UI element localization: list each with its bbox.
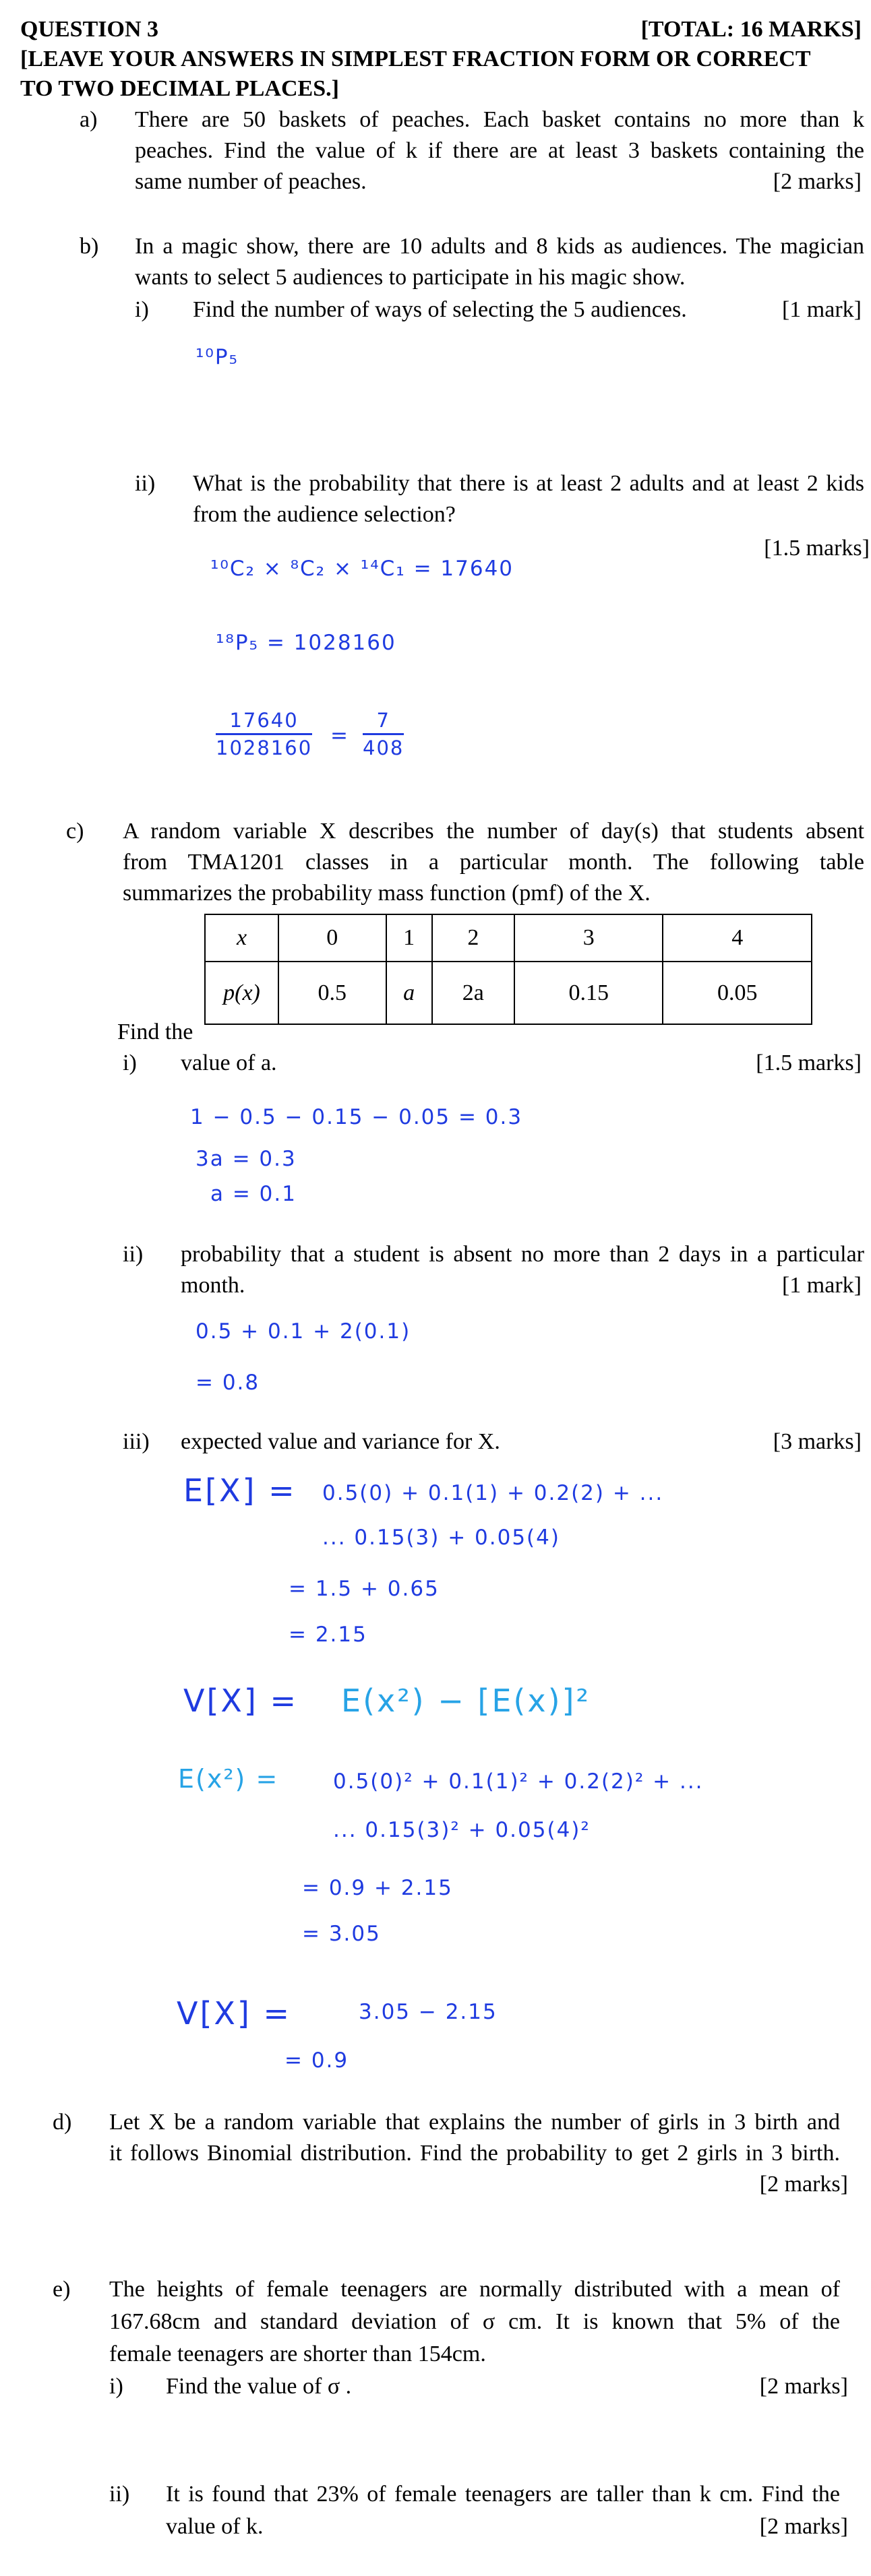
part-c-i-text: value of a. [181, 1050, 277, 1075]
expected-value-line-2: ... 0.15(3) + 0.05(4) [322, 1526, 560, 1550]
p-header-cell: p(x) [205, 962, 278, 1024]
part-c-i-marks: [1.5 marks] [756, 1050, 862, 1075]
second-moment-line-3: = 0.9 + 2.15 [302, 1876, 453, 1900]
part-b-ii-answer-fraction [363, 709, 404, 759]
part-b-label: b) [80, 234, 99, 259]
x-value-cell: 3 [514, 914, 663, 962]
answer-denominator: 408 [363, 736, 404, 759]
part-e-i-text: Find the value of σ . [166, 2374, 352, 2399]
second-moment-line-4: = 3.05 [302, 1922, 381, 1946]
part-e-ii-marks: [2 marks] [759, 2514, 848, 2539]
part-c-label: c) [66, 819, 84, 844]
part-b-ii-work-2: ¹⁸P₅ = 1028160 [216, 631, 396, 655]
part-c-ii-work-1: 0.5 + 0.1 + 2(0.1) [196, 1319, 411, 1344]
part-c-ii-line-2: month. [181, 1273, 245, 1298]
find-the: Find the [117, 1019, 193, 1044]
x-value-cell: 4 [663, 914, 812, 962]
part-b-ii-label: ii) [135, 471, 156, 496]
part-b-i-answer: ¹⁰P₅ [196, 345, 239, 369]
part-b-ii-line-1: What is the probability that there is at least 2 adults and at least 2 kids [193, 471, 864, 496]
second-moment-line-2: ... 0.15(3)² + 0.05(4)² [333, 1818, 591, 1842]
expected-value-line-3: = 1.5 + 0.65 [289, 1577, 440, 1601]
part-b-ii-equals: = [330, 724, 349, 748]
part-c-ii-label: ii) [123, 1242, 144, 1267]
part-b-ii-line-2: from the audience selection? [193, 502, 456, 527]
part-d-label: d) [53, 2110, 72, 2135]
p-value-cell: a [386, 962, 432, 1024]
variance-formula: E(x²) − [E(x)]² [341, 1683, 591, 1719]
part-e-ii-label: ii) [109, 2482, 130, 2507]
part-e-line-1: The heights of female teenagers are normally distributed with a mean of [109, 2277, 840, 2302]
part-a-line-3: same number of peaches. [135, 169, 367, 194]
x-header-cell: x [205, 914, 278, 962]
part-b-line-2: wants to select 5 audiences to participate in his magic show. [135, 265, 686, 290]
part-d-line-2: it follows Binomial distribution. Find the probability to get 2 girls in 3 birth. [109, 2141, 840, 2166]
p-value-cell: 0.5 [278, 962, 386, 1024]
table-row [205, 962, 812, 1024]
part-b-i-marks: [1 mark] [781, 297, 862, 322]
part-a-line-2: peaches. Find the value of k if there are at least 3 baskets containing the [135, 138, 864, 163]
part-c-i-work-2: 3a = 0.3 [196, 1147, 297, 1171]
variance-label: V[X] = [183, 1683, 299, 1719]
x-value-cell: 2 [432, 914, 514, 962]
part-c-i-work-1: 1 − 0.5 − 0.15 − 0.05 = 0.3 [190, 1105, 523, 1129]
question-title: QUESTION 3 [20, 17, 158, 42]
part-c-line-1: A random variable X describes the number of day(s) that students absent [123, 819, 864, 844]
part-e-ii-line-1: It is found that 23% of female teenagers are taller than k cm. Find the [166, 2482, 840, 2507]
x-value-cell: 0 [278, 914, 386, 962]
part-d-line-1: Let X be a random variable that explains the number of girls in 3 birth and [109, 2110, 840, 2135]
expected-value-label: E[X] = [183, 1472, 297, 1509]
expected-value-line-4: = 2.15 [289, 1623, 367, 1647]
second-moment-label: E(x²) = [178, 1764, 279, 1794]
part-c-i-label: i) [123, 1050, 137, 1075]
table-row [205, 914, 812, 962]
part-c-line-3: summarizes the probability mass function (pmf) of the X. [123, 881, 651, 906]
part-b-i-text: Find the number of ways of selecting the 5 audiences. [193, 297, 687, 322]
p-value-cell: 2a [432, 962, 514, 1024]
variance-result-label: V[X] = [177, 1995, 292, 2032]
p-value-cell: 0.15 [514, 962, 663, 1024]
part-c-iii-marks: [3 marks] [773, 1429, 862, 1454]
expected-value-line-1: 0.5(0) + 0.1(1) + 0.2(2) + ... [322, 1481, 664, 1505]
part-b-ii-work-1: ¹⁰C₂ × ⁸C₂ × ¹⁴C₁ = 17640 [210, 557, 514, 581]
part-c-line-2: from TMA1201 classes in a particular month. The following table [123, 850, 864, 875]
part-b-i-label: i) [135, 297, 149, 322]
part-b-ii-marks: [1.5 marks] [764, 536, 870, 561]
part-c-iii-label: iii) [123, 1429, 150, 1454]
variance-result-line-1: 3.05 − 2.15 [359, 2000, 498, 2024]
part-d-marks: [2 marks] [759, 2172, 848, 2197]
instruction-line-1: [LEAVE YOUR ANSWERS IN SIMPLEST FRACTION FORM OR CORRECT [20, 46, 811, 71]
fraction-numerator: 17640 [216, 709, 312, 735]
total-marks: [TOTAL: 16 MARKS] [640, 17, 862, 42]
part-c-ii-marks: [1 mark] [781, 1273, 862, 1298]
part-b-line-1: In a magic show, there are 10 adults and 8 kids as audiences. The magician [135, 234, 864, 259]
part-e-label: e) [53, 2277, 71, 2302]
part-a-marks: [2 marks] [773, 169, 862, 194]
part-e-i-label: i) [109, 2374, 123, 2399]
variance-result-line-2: = 0.9 [284, 2048, 349, 2073]
p-value-cell: 0.05 [663, 962, 812, 1024]
part-e-i-marks: [2 marks] [759, 2374, 848, 2399]
part-b-ii-fraction [216, 709, 312, 759]
part-a-line-1: There are 50 baskets of peaches. Each basket contains no more than k [135, 107, 864, 132]
part-c-ii-work-2: = 0.8 [196, 1371, 260, 1395]
part-c-i-work-3: a = 0.1 [210, 1182, 297, 1206]
part-a-label: a) [80, 107, 98, 132]
fraction-denominator: 1028160 [216, 736, 313, 759]
part-e-line-3: female teenagers are shorter than 154cm. [109, 2342, 486, 2366]
x-value-cell: 1 [386, 914, 432, 962]
second-moment-line-1: 0.5(0)² + 0.1(1)² + 0.2(2)² + ... [333, 1769, 704, 1794]
part-e-ii-line-2: value of k. [166, 2514, 264, 2539]
instruction-line-2: TO TWO DECIMAL PLACES.] [20, 76, 339, 101]
part-c-iii-text: expected value and variance for X. [181, 1429, 500, 1454]
pmf-table [204, 914, 812, 1025]
part-e-line-2: 167.68cm and standard deviation of σ cm. It is known that 5% of the [109, 2309, 840, 2334]
part-c-ii-line-1: probability that a student is absent no more than 2 days in a particular [181, 1242, 864, 1267]
answer-numerator: 7 [363, 709, 404, 735]
